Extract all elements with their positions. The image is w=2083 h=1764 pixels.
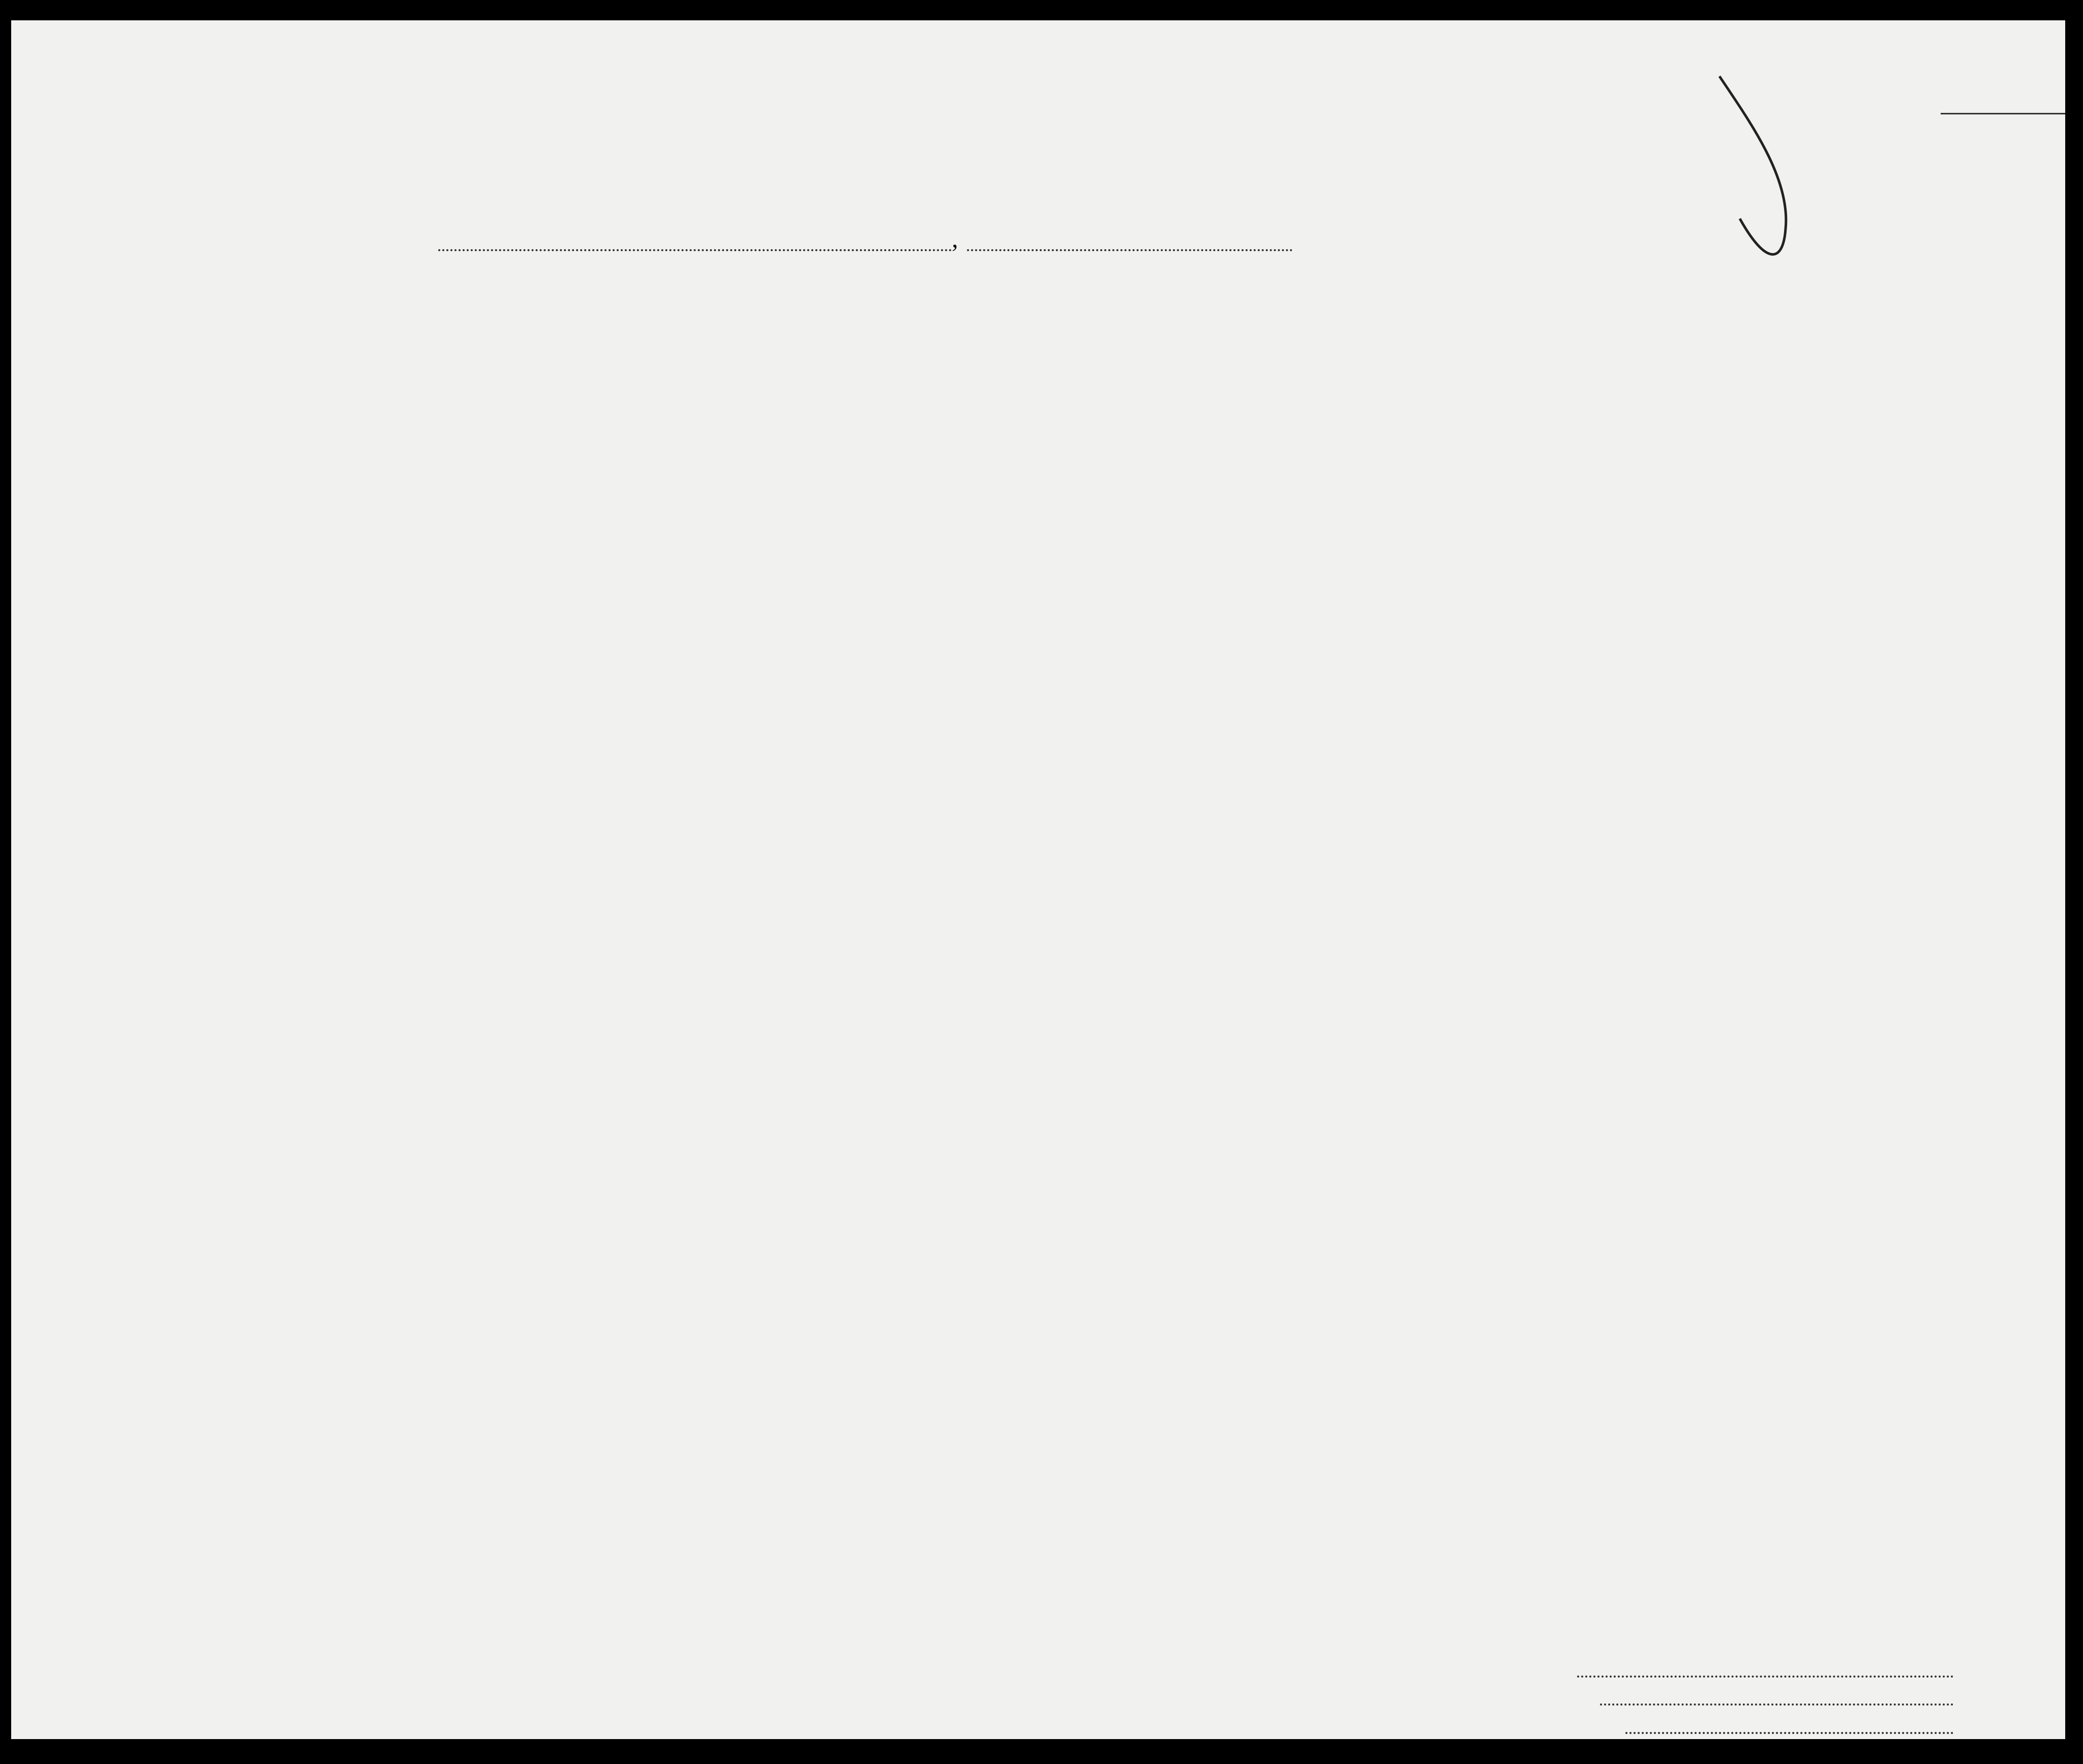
line-dotted	[1577, 1676, 1953, 1678]
agents-dotted	[1625, 1732, 1953, 1734]
manifest-sheet	[11, 20, 2065, 1739]
owners-dotted	[1600, 1703, 1953, 1706]
comma-separator: ,	[952, 224, 958, 253]
manifest-grid	[11, 20, 2065, 1739]
